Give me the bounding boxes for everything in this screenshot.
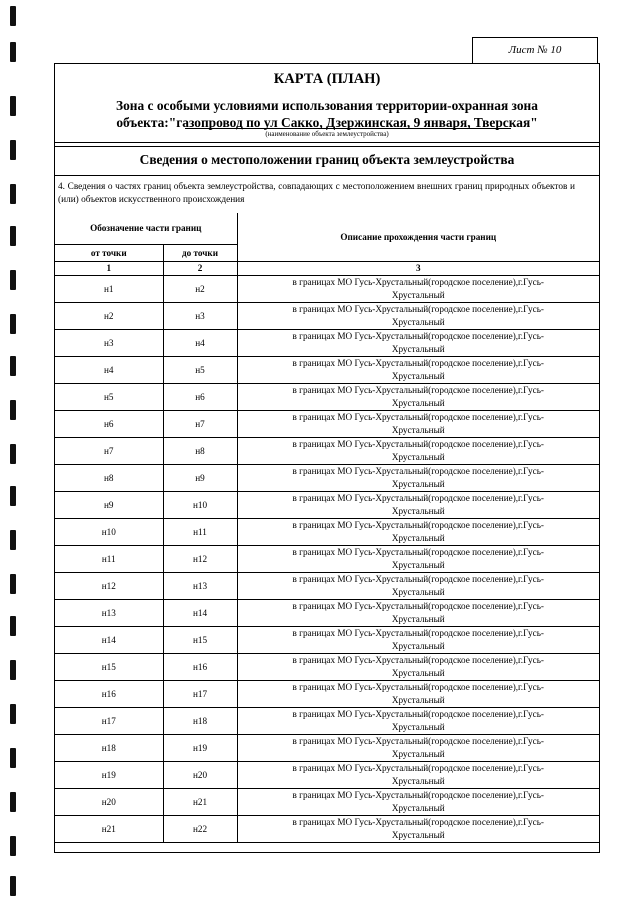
description-line: Хрустальный: [391, 586, 445, 597]
from-point: н2: [55, 302, 163, 329]
binder-hole: [10, 226, 16, 246]
boundary-description: [237, 545, 599, 572]
column-number: 1: [55, 261, 163, 275]
table-row: [55, 464, 599, 491]
table-row: [55, 599, 599, 626]
from-point: н21: [55, 815, 163, 842]
column-number: 3: [237, 261, 599, 275]
zone-description: [55, 97, 599, 131]
table-row: [55, 383, 599, 410]
binder-hole: [10, 704, 16, 724]
description-line: Хрустальный: [391, 370, 445, 381]
description-line: в границах МО Гусь-Хрустальный(городское поселение),г.Гусь-: [292, 519, 544, 530]
description-line: Хрустальный: [391, 343, 445, 354]
binder-hole: [10, 270, 16, 290]
to-point: н3: [163, 302, 237, 329]
boundary-description: [237, 356, 599, 383]
from-point: н14: [55, 626, 163, 653]
description-line: в границах МО Гусь-Хрустальный(городское поселение),г.Гусь-: [292, 276, 544, 287]
to-point: н14: [163, 599, 237, 626]
divider: [55, 142, 599, 143]
from-point: н3: [55, 329, 163, 356]
boundary-description: [237, 329, 599, 356]
description-line: в границах МО Гусь-Хрустальный(городское поселение),г.Гусь-: [292, 654, 544, 665]
binder-hole: [10, 876, 16, 896]
description-line: в границах МО Гусь-Хрустальный(городское поселение),г.Гусь-: [292, 438, 544, 449]
description-line: в границах МО Гусь-Хрустальный(городское поселение),г.Гусь-: [292, 330, 544, 341]
binder-hole: [10, 96, 16, 116]
description-line: в границах МО Гусь-Хрустальный(городское поселение),г.Гусь-: [292, 627, 544, 638]
zone-line-2: объекта:"газопровод по ул Сакко, Дзержинская, 9 января, Тверская": [116, 115, 538, 130]
description-line: Хрустальный: [391, 316, 445, 327]
table-row: [55, 653, 599, 680]
binder-hole: [10, 6, 16, 26]
boundary-description: [237, 653, 599, 680]
to-point: н18: [163, 707, 237, 734]
boundary-description: [237, 599, 599, 626]
to-point: н6: [163, 383, 237, 410]
description-line: Хрустальный: [391, 613, 445, 624]
binder-hole: [10, 836, 16, 856]
description-line: Хрустальный: [391, 532, 445, 543]
from-point: н15: [55, 653, 163, 680]
header-group: Обозначение части границ: [55, 213, 237, 244]
from-point: н1: [55, 275, 163, 302]
description-line: в границах МО Гусь-Хрустальный(городское поселение),г.Гусь-: [292, 411, 544, 422]
binder-hole: [10, 748, 16, 768]
description-line: Хрустальный: [391, 802, 445, 813]
section-note: 4. Сведения о частях границ объекта землеустройства, совпадающих с местоположением внешних границ природных объектов и (или) объектов искусственного происхождения: [58, 182, 575, 205]
binder-hole: [10, 42, 16, 62]
section-title: Сведения о местоположении границ объекта землеустройства: [139, 152, 515, 167]
table-row: [55, 275, 599, 302]
boundary-description: [237, 707, 599, 734]
to-point: н7: [163, 410, 237, 437]
table-row: [55, 545, 599, 572]
from-point: н17: [55, 707, 163, 734]
boundary-description: [237, 275, 599, 302]
binder-hole: [10, 486, 16, 506]
table-row: [55, 518, 599, 545]
from-point: н5: [55, 383, 163, 410]
header-description: Описание прохождения части границ: [237, 213, 599, 261]
description-line: Хрустальный: [391, 640, 445, 651]
to-point: н20: [163, 761, 237, 788]
boundary-description: [237, 491, 599, 518]
binder-hole: [10, 616, 16, 636]
header-from: от точки: [55, 244, 163, 261]
binder-hole: [10, 140, 16, 160]
table-row: [55, 329, 599, 356]
table-row: [55, 572, 599, 599]
description-line: Хрустальный: [391, 478, 445, 489]
boundary-description: [237, 302, 599, 329]
to-point: н15: [163, 626, 237, 653]
header-to: до точки: [163, 244, 237, 261]
to-point: н12: [163, 545, 237, 572]
description-line: Хрустальный: [391, 667, 445, 678]
table-row: [55, 680, 599, 707]
from-point: н16: [55, 680, 163, 707]
document-frame: [54, 63, 600, 853]
description-line: в границах МО Гусь-Хрустальный(городское поселение),г.Гусь-: [292, 546, 544, 557]
boundary-description: [237, 626, 599, 653]
description-line: Хрустальный: [391, 694, 445, 705]
boundary-description: [237, 815, 599, 842]
description-line: Хрустальный: [391, 748, 445, 759]
sheet-number: Лист № 10: [508, 44, 562, 56]
boundary-description: [237, 680, 599, 707]
description-line: Хрустальный: [391, 289, 445, 300]
boundary-description: [237, 383, 599, 410]
description-line: Хрустальный: [391, 829, 445, 840]
binder-hole: [10, 444, 16, 464]
description-line: в границах МО Гусь-Хрустальный(городское поселение),г.Гусь-: [292, 789, 544, 800]
table-row: [55, 491, 599, 518]
description-line: в границах МО Гусь-Хрустальный(городское поселение),г.Гусь-: [292, 303, 544, 314]
boundary-description: [237, 788, 599, 815]
to-point: н8: [163, 437, 237, 464]
to-point: н10: [163, 491, 237, 518]
from-point: н11: [55, 545, 163, 572]
column-number-row: [55, 261, 599, 275]
boundary-description: [237, 518, 599, 545]
zone-underline: [185, 128, 511, 129]
boundary-description: [237, 410, 599, 437]
description-line: в границах МО Гусь-Хрустальный(городское поселение),г.Гусь-: [292, 735, 544, 746]
description-line: в границах МО Гусь-Хрустальный(городское поселение),г.Гусь-: [292, 762, 544, 773]
from-point: н20: [55, 788, 163, 815]
binder-hole: [10, 184, 16, 204]
table-header-row: [55, 213, 599, 244]
binder-holes: [8, 0, 22, 905]
from-point: н12: [55, 572, 163, 599]
description-line: Хрустальный: [391, 505, 445, 516]
from-point: н10: [55, 518, 163, 545]
table-row: [55, 788, 599, 815]
binder-hole: [10, 660, 16, 680]
from-point: н9: [55, 491, 163, 518]
from-point: н8: [55, 464, 163, 491]
binder-hole: [10, 574, 16, 594]
table-row: [55, 761, 599, 788]
from-point: н19: [55, 761, 163, 788]
table-row: [55, 302, 599, 329]
divider: [55, 175, 599, 176]
zone-line-1: Зона с особыми условиями использования территории-охранная зона: [116, 98, 538, 113]
description-line: в границах МО Гусь-Хрустальный(городское поселение),г.Гусь-: [292, 600, 544, 611]
description-line: в границах МО Гусь-Хрустальный(городское поселение),г.Гусь-: [292, 492, 544, 503]
boundary-table: [55, 213, 599, 843]
description-line: Хрустальный: [391, 721, 445, 732]
from-point: н4: [55, 356, 163, 383]
document-title: КАРТА (ПЛАН): [273, 71, 381, 87]
binder-hole: [10, 400, 16, 420]
table-row: [55, 707, 599, 734]
table-row: [55, 437, 599, 464]
description-line: в границах МО Гусь-Хрустальный(городское поселение),г.Гусь-: [292, 384, 544, 395]
binder-hole: [10, 314, 16, 334]
to-point: н13: [163, 572, 237, 599]
to-point: н2: [163, 275, 237, 302]
boundary-description: [237, 734, 599, 761]
boundary-description: [237, 572, 599, 599]
column-number: 2: [163, 261, 237, 275]
to-point: н16: [163, 653, 237, 680]
description-line: в границах МО Гусь-Хрустальный(городское поселение),г.Гусь-: [292, 573, 544, 584]
to-point: н19: [163, 734, 237, 761]
to-point: н5: [163, 356, 237, 383]
description-line: Хрустальный: [391, 397, 445, 408]
boundary-description: [237, 464, 599, 491]
from-point: н6: [55, 410, 163, 437]
description-line: в границах МО Гусь-Хрустальный(городское поселение),г.Гусь-: [292, 357, 544, 368]
description-line: в границах МО Гусь-Хрустальный(городское поселение),г.Гусь-: [292, 816, 544, 827]
description-line: в границах МО Гусь-Хрустальный(городское поселение),г.Гусь-: [292, 708, 544, 719]
binder-hole: [10, 356, 16, 376]
table-row: [55, 626, 599, 653]
description-line: Хрустальный: [391, 775, 445, 786]
divider: [55, 146, 599, 147]
from-point: н13: [55, 599, 163, 626]
to-point: н17: [163, 680, 237, 707]
description-line: в границах МО Гусь-Хрустальный(городское поселение),г.Гусь-: [292, 681, 544, 692]
boundary-description: [237, 437, 599, 464]
table-row: [55, 734, 599, 761]
sheet-number-box: [472, 37, 598, 63]
table-row: [55, 410, 599, 437]
description-line: Хрустальный: [391, 559, 445, 570]
from-point: н18: [55, 734, 163, 761]
binder-hole: [10, 530, 16, 550]
table-row: [55, 815, 599, 842]
binder-hole: [10, 792, 16, 812]
to-point: н4: [163, 329, 237, 356]
to-point: н22: [163, 815, 237, 842]
to-point: н9: [163, 464, 237, 491]
description-line: Хрустальный: [391, 451, 445, 462]
to-point: н11: [163, 518, 237, 545]
zone-caption: (наименование объекта землеустройства): [265, 130, 389, 138]
to-point: н21: [163, 788, 237, 815]
boundary-description: [237, 761, 599, 788]
description-line: Хрустальный: [391, 424, 445, 435]
description-line: в границах МО Гусь-Хрустальный(городское поселение),г.Гусь-: [292, 465, 544, 476]
from-point: н7: [55, 437, 163, 464]
table-row: [55, 356, 599, 383]
